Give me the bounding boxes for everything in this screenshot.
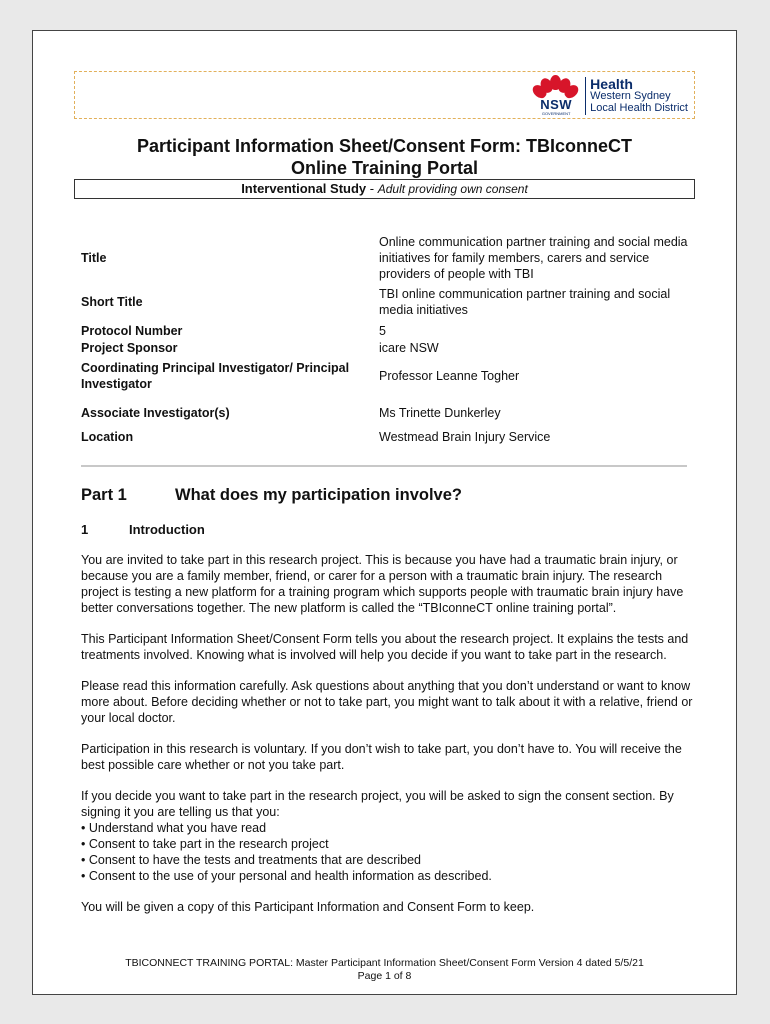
study-type-separator: - — [366, 181, 378, 196]
part-number: Part 1 — [81, 486, 127, 504]
health-wordmark: Health — [590, 76, 633, 92]
info-value: Professor Leanne Togher — [379, 369, 520, 383]
list-item: • Consent to take part in the research project — [81, 837, 329, 851]
section-divider — [81, 465, 687, 467]
info-value: Online communication partner training and social media initiatives for family members, carers and service providers of people with TBI — [379, 235, 688, 281]
logo-divider — [585, 77, 586, 115]
list-item: • Understand what you have read — [81, 821, 267, 835]
introduction-body — [81, 552, 693, 930]
document-title — [33, 135, 736, 179]
document-title-line-2: Online Training Portal — [290, 158, 479, 178]
list-item: • Consent to have the tests and treatments that are described — [81, 853, 421, 867]
info-label: Short Title — [81, 295, 143, 309]
info-label: Protocol Number — [81, 323, 183, 338]
info-label: Project Sponsor — [81, 340, 178, 355]
info-row-location — [81, 428, 693, 446]
info-label: Coordinating Principal Investigator/ Principal Investigator — [81, 361, 350, 391]
page-number: Page 1 of 8 — [357, 970, 412, 982]
paragraph: This Participant Information Sheet/Consent Form tells you about the research project. It explains the tests and treatments involved. Knowing what is involved will help you decide if you want to take part in the research. — [81, 632, 689, 662]
info-value: Ms Trinette Dunkerley — [379, 406, 501, 420]
paragraph: You are invited to take part in this research project. This is because you have had a traumatic brain injury, or because you are a family member, friend, or carer for a person with a traumatic brain injury. The research project is testing a new platform for a training program which supports people with traumatic brain injury have better conversations together. The new platform is called the “TBIconneCT online training portal”. — [81, 553, 684, 615]
waratah-icon — [533, 75, 579, 117]
nsw-wordmark: NSW — [540, 97, 573, 112]
info-value: icare NSW — [379, 340, 439, 355]
part-title: What does my participation involve? — [175, 486, 462, 504]
section-number: 1 — [81, 522, 89, 537]
info-label: Location — [81, 430, 134, 444]
part-heading — [81, 486, 462, 505]
page-footer — [33, 957, 736, 983]
section-heading — [81, 522, 205, 537]
info-row-short-title — [81, 285, 693, 319]
government-wordmark: GOVERNMENT — [541, 111, 571, 116]
consent-type: Adult providing own consent — [377, 182, 528, 196]
consent-bullet-list — [81, 820, 693, 884]
info-row-principal-investigator — [81, 356, 693, 396]
info-value: TBI online communication partner training and social media initiatives — [379, 287, 671, 317]
study-type-box — [74, 179, 695, 199]
study-type: Interventional Study — [241, 181, 367, 196]
closing-paragraph: You will be given a copy of this Participant Information and Consent Form to keep. — [81, 900, 535, 914]
info-row-associate-investigator — [81, 398, 693, 428]
info-label: Title — [81, 251, 107, 265]
district-line-1: Western Sydney — [590, 90, 671, 102]
document-title-line-1: Participant Information Sheet/Consent Form: TBIconneCT — [136, 136, 633, 156]
health-district-name — [590, 78, 688, 114]
info-value: 5 — [379, 323, 386, 338]
paragraph: Participation in this research is voluntary. If you don’t wish to take part, you don’t have to. You will receive the best possible care whether or not you take part. — [81, 742, 682, 772]
info-row-project-sponsor — [81, 339, 693, 356]
nsw-health-logo — [533, 74, 688, 118]
study-info-table — [81, 231, 693, 446]
section-title: Introduction — [129, 522, 205, 537]
info-row-title — [81, 231, 693, 285]
paragraph: Please read this information carefully. Ask questions about anything that you don’t understand or want to know more about. Before deciding whether or not to take part, you might want to talk about it with a relative, friend or your local doctor. — [81, 679, 693, 725]
info-label: Associate Investigator(s) — [81, 406, 230, 420]
header-logo-area — [74, 71, 695, 119]
district-line-2: Local Health District — [590, 102, 688, 114]
document-page — [32, 30, 737, 995]
info-row-protocol-number — [81, 322, 693, 339]
list-item: • Consent to the use of your personal and health information as described. — [81, 869, 492, 883]
footer-version-line: TBICONNECT TRAINING PORTAL: Master Participant Information Sheet/Consent Form Version 4 dated 5/5/21 — [125, 957, 644, 969]
paragraph: If you decide you want to take part in the research project, you will be asked to sign the consent section. By signing it you are telling us that you: — [81, 789, 674, 819]
info-value: Westmead Brain Injury Service — [379, 430, 551, 444]
